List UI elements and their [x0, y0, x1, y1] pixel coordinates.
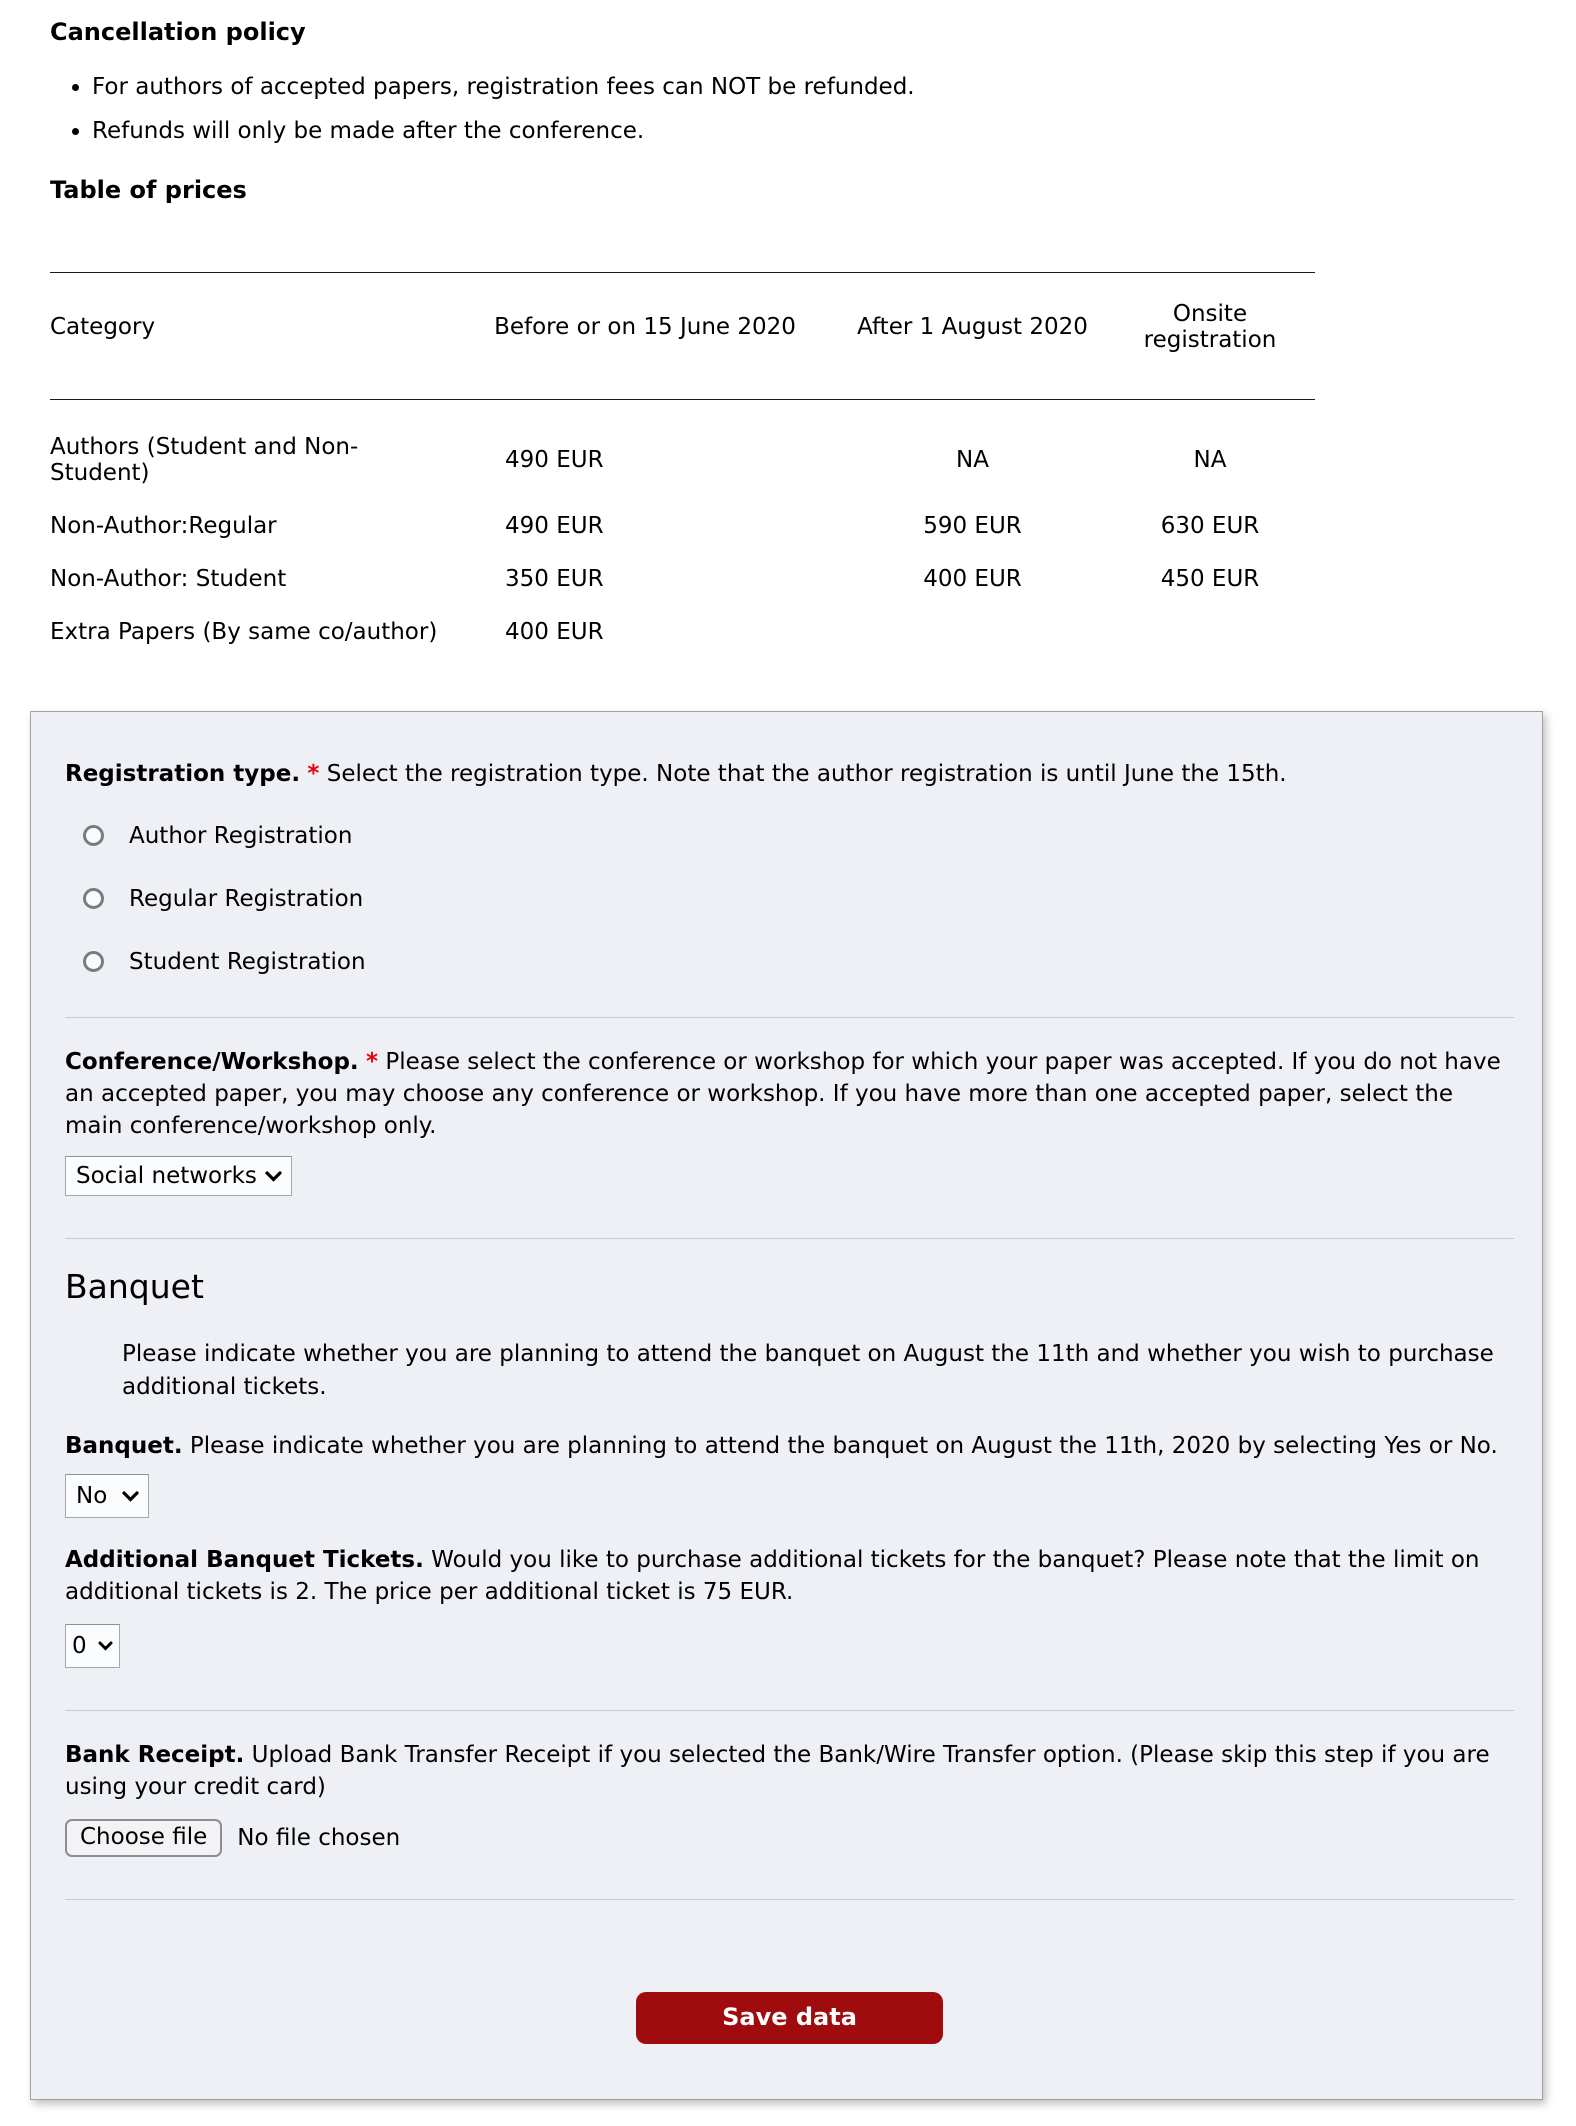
prices-table [50, 272, 1315, 659]
radio-label: Student Registration [129, 948, 366, 975]
conference-label: Conference/Workshop. [65, 1049, 359, 1075]
radio-button-icon[interactable] [83, 888, 104, 909]
save-row [65, 1992, 1514, 2044]
additional-tickets-select[interactable] [65, 1624, 120, 1668]
column-header-late: After 1 August 2020 [840, 273, 1105, 400]
banquet-attend-select[interactable] [65, 1474, 149, 1518]
policy-bullet: • Refunds will only be made after the conference. [92, 116, 1526, 146]
registration-type-description: Select the registration type. Note that the author registration is until June the 15th. [326, 761, 1287, 787]
radio-label: Regular Registration [129, 885, 364, 912]
divider [65, 1710, 1514, 1711]
price-cell [1105, 606, 1315, 659]
price-cell: 490 EUR [505, 447, 604, 473]
registration-type-radio-group [83, 822, 1514, 975]
registration-type-label: Registration type. [65, 761, 301, 787]
price-cell: 590 EUR [923, 513, 1022, 539]
column-header-category: Category [50, 273, 450, 400]
price-cell: 400 EUR [505, 619, 604, 645]
additional-tickets-description: Would you like to purchase additional tickets for the banquet? Please note that the limit on additional tickets is 2. The price per additional ticket is 75 EUR. [65, 1547, 1480, 1605]
choose-file-button[interactable]: Choose file [65, 1819, 222, 1857]
table-row [50, 400, 1315, 501]
bank-receipt-file-input [65, 1819, 1514, 1857]
row-category: Extra Papers (By same co/author) [50, 619, 438, 645]
row-category: Non-Author:Regular [50, 513, 277, 539]
banquet-section-heading: Banquet [65, 1267, 204, 1306]
price-cell: 400 EUR [923, 566, 1022, 592]
chevron-down-icon [98, 1641, 113, 1651]
radio-option-student[interactable] [83, 948, 1514, 975]
additional-tickets-label: Additional Banquet Tickets. [65, 1547, 424, 1573]
bank-receipt-description: Upload Bank Transfer Receipt if you selected the Bank/Wire Transfer option. (Please skip this step if you are using your credit card) [65, 1742, 1490, 1800]
conference-workshop-select[interactable] [65, 1156, 292, 1196]
additional-tickets-field-label [65, 1544, 1514, 1608]
chevron-down-icon [265, 1171, 282, 1182]
column-header-early: Before or on 15 June 2020 [450, 273, 840, 400]
divider [65, 1238, 1514, 1239]
bank-receipt-field-label [65, 1739, 1514, 1803]
radio-button-icon[interactable] [83, 951, 104, 972]
banquet-selected-value: No [76, 1483, 108, 1509]
row-category: Non-Author: Student [50, 566, 287, 592]
radio-button-icon[interactable] [83, 825, 104, 846]
table-row [50, 606, 1315, 659]
registration-type-field-label [65, 758, 1514, 790]
table-row [50, 500, 1315, 553]
conference-field-label [65, 1046, 1514, 1142]
additional-tickets-selected-value: 0 [72, 1633, 87, 1659]
prices-header-row [50, 273, 1315, 400]
price-cell: 630 EUR [1160, 513, 1260, 539]
table-of-prices-heading: Table of prices [50, 176, 247, 204]
chevron-down-icon [122, 1491, 139, 1502]
price-cell: NA [956, 447, 989, 473]
registration-form-panel [30, 711, 1543, 2100]
price-cell: 450 EUR [1160, 566, 1260, 592]
radio-option-regular[interactable] [83, 885, 1514, 912]
divider [65, 1899, 1514, 1900]
price-cell [840, 606, 1105, 659]
table-row [50, 553, 1315, 606]
page-top-section [0, 0, 1576, 659]
column-header-onsite: Onsite registration [1105, 273, 1315, 400]
file-status-text: No file chosen [237, 1825, 401, 1851]
price-cell: NA [1193, 447, 1227, 473]
conference-selected-value: Social networks [76, 1163, 257, 1189]
policy-bullet: • For authors of accepted papers, registration fees can NOT be refunded. [92, 72, 1526, 102]
conference-description: Please select the conference or workshop for which your paper was accepted. If you do not have an accepted paper, you may choose any conference or workshop. If you have more than one accepted paper, select the main conference/workshop only. [65, 1049, 1501, 1139]
banquet-description: Please indicate whether you are planning to attend the banquet on August the 11th, 2020 by selecting Yes or No. [189, 1433, 1498, 1459]
required-asterisk: * [365, 1049, 379, 1075]
required-asterisk: * [307, 761, 320, 787]
divider [65, 1017, 1514, 1018]
banquet-intro: Please indicate whether you are planning to attend the banquet on August the 11th and whether you wish to purchase additional tickets. [122, 1341, 1494, 1400]
banquet-label: Banquet. [65, 1433, 183, 1459]
cancellation-policy-heading: Cancellation policy [50, 18, 306, 46]
save-data-button[interactable]: Save data [636, 1992, 943, 2044]
radio-option-author[interactable] [83, 822, 1514, 849]
radio-label: Author Registration [129, 822, 353, 849]
banquet-field-label [65, 1430, 1514, 1462]
price-cell: 490 EUR [505, 513, 604, 539]
bank-receipt-label: Bank Receipt. [65, 1742, 245, 1768]
cancellation-policy-list [50, 72, 1526, 146]
row-category: Authors (Student and Non-Student) [50, 434, 359, 486]
price-cell: 350 EUR [505, 566, 604, 592]
